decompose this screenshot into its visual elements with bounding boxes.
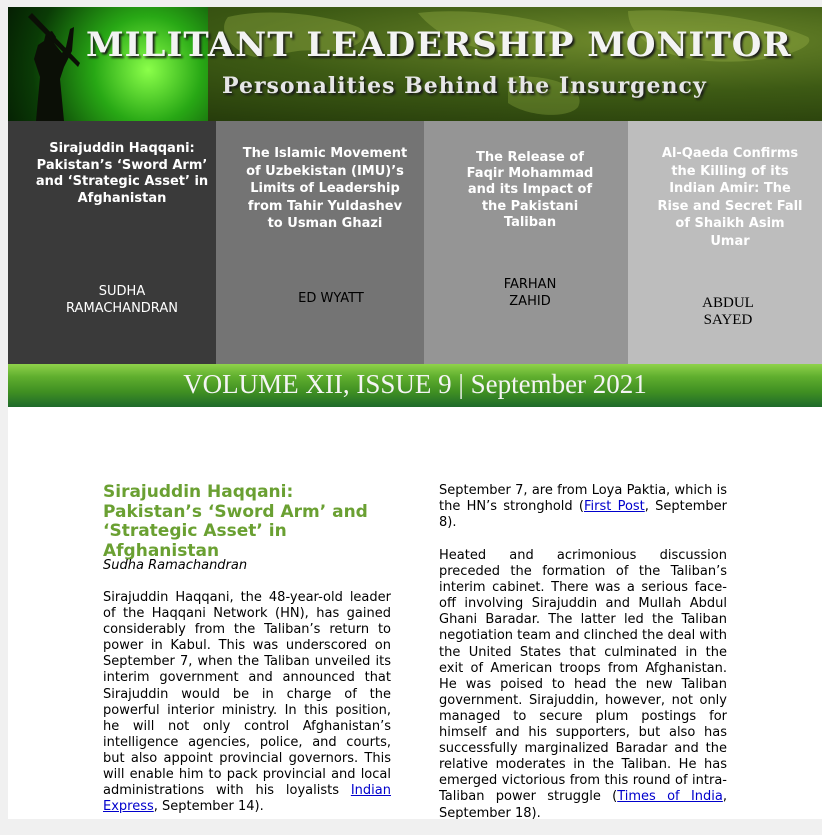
index-author [668,295,788,329]
index-column-4[interactable] [628,121,822,364]
author-line: ED WYATT [298,291,364,306]
index-author [256,290,406,307]
index-author [48,283,196,317]
article-paragraph [439,548,727,819]
article-index [8,121,822,364]
viewer-bottom-bar [0,819,822,835]
paragraph-text: , September 14). [153,799,264,815]
author-line: ABDUL [702,295,754,311]
source-link-times-of-india[interactable]: Times of India [617,789,723,805]
index-column-1[interactable] [8,121,216,364]
author-line: ZAHID [509,294,551,309]
author-line: FARHAN [503,277,557,292]
masthead-banner [8,7,822,121]
author-line: SAYED [703,312,753,328]
paragraph-text: Sirajuddin Haqqani, the 48-year-old leader of the Haqqani Network (HN), has gained considerably from the Taliban’s return to power in Kabul. This was underscored on September 7, when the Taliban unveiled its interim government and announced that Sirajuddin would be in charge of the powerful interior ministry. In this position, he will not only control Afghanistan’s intelligence agencies, police, and courts, but also appoint provincial governors. This will enable him to pack provincial and local administrations with his loyalists [103,590,391,799]
index-title: The Release of Faqir Mohammad and its Impact of the Pakistani Taliban [466,150,594,230]
paragraph-text: September 7, are from Loya Paktia, which is the HN’s stronghold ( [439,483,727,515]
article-paragraph [103,590,391,815]
volume-issue-date: VOLUME XII, ISSUE 9 | September 2021 [183,369,647,399]
masthead-title: MILITANT LEADERSHIP MONITOR [86,25,792,65]
index-column-3[interactable] [424,121,628,364]
article-title: Sirajuddin Haqqani: Pakistan’s ‘Sword Arm’ and ‘Strategic Asset’ in Afghanistan [103,482,368,562]
source-link-indian-express[interactable]: Indian Express [103,783,391,815]
paragraph-text: Heated and acrimonious discussion preceded the formation of the Taliban’s interim cabinet. There was a serious face-off involving Sirajuddin and Mullah Abdul Ghani Baradar. The latter led the Taliban negotiation team and clinched the deal with the United States that culminated in the exit of American troops from Afghanistan. He was poised to head the new Taliban government. Sirajuddin, however, not only managed to secure plum postings for himself and his supporters, but also has successfully marginalized Baradar and the relative moderates in the Taliban. He has emerged victorious from this round of intra-Taliban power struggle ( [439,548,727,805]
index-title: Sirajuddin Haqqani: Pakistan’s ‘Sword Arm’ and ‘Strategic Asset’ in Afghanistan [35,141,209,206]
index-column-2[interactable] [216,121,424,364]
document-page [8,7,822,819]
masthead-subtitle: Personalities Behind the Insurgency [222,73,707,99]
author-line: SUDHA [98,284,146,299]
paragraph-text: , September 18). [439,789,727,819]
index-author [480,276,580,310]
source-link-first-post[interactable]: First Post [583,499,645,515]
index-title: The Islamic Movement of Uzbekistan (IMU)’s Limits of Leadership from Tahir Yuldashev to Usman Ghazi [242,146,408,231]
author-line: RAMACHANDRAN [66,301,178,316]
article-paragraph [439,483,727,531]
volume-bar [8,364,822,407]
index-title: Al-Qaeda Confirms the Killing of its Indian Amir: The Rise and Secret Fall of Shaikh Asim Umar [657,146,803,249]
article-author: Sudha Ramachandran [103,558,248,573]
paragraph-text: , September 8). [439,499,727,531]
